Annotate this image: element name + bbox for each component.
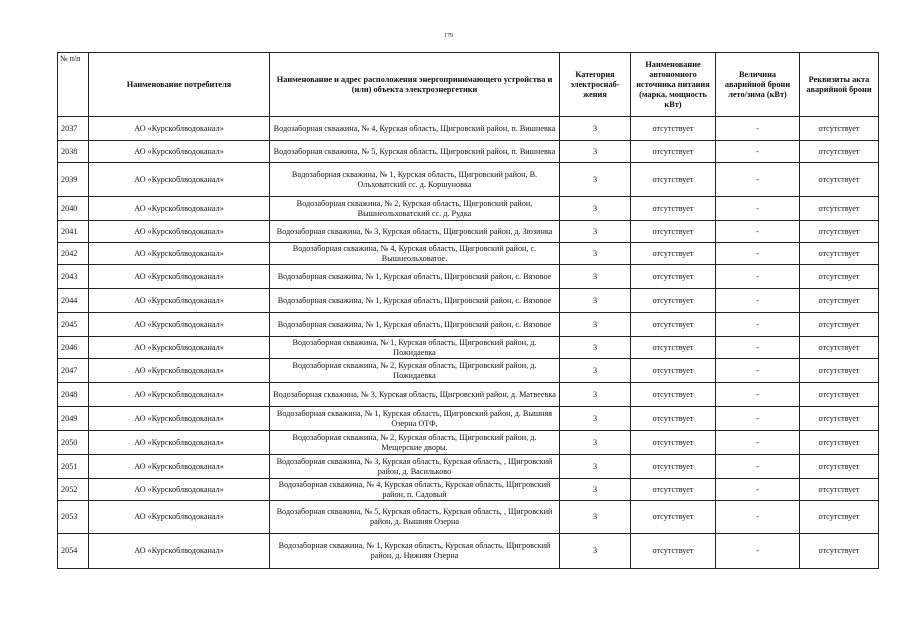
cell-source: отсутствует <box>631 163 716 197</box>
cell-num: 2053 <box>58 501 89 534</box>
cell-reserve: - <box>716 359 800 383</box>
cell-reserve: - <box>716 163 800 197</box>
cell-source: отсутствует <box>631 455 716 479</box>
cell-address: Водозаборная скважина, № 1, Курская область, Щигровский район, д. Пожидаевка <box>270 337 560 359</box>
cell-consumer: АО «Курскоблводоканал» <box>89 534 270 569</box>
cell-address: Водозаборная скважина, № 4, Курская область, Щигровский район, с. Вышнеольховатое. <box>270 243 560 265</box>
table-row <box>58 431 879 455</box>
cell-address: Водозаборная скважина, № 1, Курская область, Щигровский район, с. Вязовое <box>270 289 560 313</box>
cell-reserve: - <box>716 289 800 313</box>
cell-details: отсутствует <box>800 337 879 359</box>
cell-details: отсутствует <box>800 265 879 289</box>
cell-source: отсутствует <box>631 313 716 337</box>
cell-reserve: - <box>716 141 800 163</box>
cell-reserve: - <box>716 501 800 534</box>
cell-source: отсутствует <box>631 337 716 359</box>
cell-consumer: АО «Курскоблводоканал» <box>89 221 270 243</box>
cell-category: 3 <box>560 431 631 455</box>
cell-consumer: АО «Курскоблводоканал» <box>89 141 270 163</box>
cell-category: 3 <box>560 313 631 337</box>
cell-reserve: - <box>716 197 800 221</box>
cell-consumer: АО «Курскоблводоканал» <box>89 117 270 141</box>
cell-category: 3 <box>560 359 631 383</box>
cell-category: 3 <box>560 383 631 407</box>
cell-source: отсутствует <box>631 479 716 501</box>
cell-details: отсутствует <box>800 359 879 383</box>
cell-num: 2049 <box>58 407 89 431</box>
cell-consumer: АО «Курскоблводоканал» <box>89 431 270 455</box>
cell-num: 2051 <box>58 455 89 479</box>
cell-num: 2044 <box>58 289 89 313</box>
cell-address: Водозаборная скважина, № 3, Курская область, Щигровский район, д. Зюзинка <box>270 221 560 243</box>
cell-address: Водозаборная скважина, № 1, Курская область, Щигровский район, д. Вышняя Озерна ОТФ, <box>270 407 560 431</box>
cell-consumer: АО «Курскоблводоканал» <box>89 289 270 313</box>
cell-source: отсутствует <box>631 534 716 569</box>
cell-address: Водозаборная скважина, № 1, Курская область, Курская область, Щигровский район, д. Нижняя Озерна <box>270 534 560 569</box>
cell-reserve: - <box>716 534 800 569</box>
cell-address: Водозаборная скважина, № 2, Курская область, Щигровский район, Вышнеольховатский сс. д. Рудка <box>270 197 560 221</box>
cell-source: отсутствует <box>631 243 716 265</box>
cell-details: отсутствует <box>800 197 879 221</box>
cell-details: отсутствует <box>800 383 879 407</box>
cell-category: 3 <box>560 163 631 197</box>
table-row <box>58 163 879 197</box>
cell-reserve: - <box>716 455 800 479</box>
cell-consumer: АО «Курскоблводоканал» <box>89 479 270 501</box>
cell-details: отсутствует <box>800 243 879 265</box>
cell-address: Водозаборная скважина, № 4, Курская область, Щигровский район, п. Вишневка <box>270 117 560 141</box>
cell-source: отсутствует <box>631 265 716 289</box>
table-row <box>58 265 879 289</box>
cell-consumer: АО «Курскоблводоканал» <box>89 337 270 359</box>
reserve-table <box>57 52 879 569</box>
cell-source: отсутствует <box>631 289 716 313</box>
cell-category: 3 <box>560 221 631 243</box>
table-row <box>58 141 879 163</box>
table-row <box>58 534 879 569</box>
cell-source: отсутствует <box>631 117 716 141</box>
cell-reserve: - <box>716 117 800 141</box>
cell-reserve: - <box>716 313 800 337</box>
cell-reserve: - <box>716 383 800 407</box>
cell-num: 2050 <box>58 431 89 455</box>
table-row <box>58 337 879 359</box>
header-details: Реквизиты акта аварийной брони <box>800 53 879 117</box>
header-consumer: Наименование потребителя <box>89 53 270 117</box>
cell-category: 3 <box>560 243 631 265</box>
cell-source: отсутствует <box>631 141 716 163</box>
table-row <box>58 289 879 313</box>
cell-details: отсутствует <box>800 221 879 243</box>
cell-num: 2052 <box>58 479 89 501</box>
cell-category: 3 <box>560 289 631 313</box>
header-source: Наименование автономного источника питания (марка, мощность кВт) <box>631 53 716 117</box>
cell-reserve: - <box>716 243 800 265</box>
cell-consumer: АО «Курскоблводоканал» <box>89 383 270 407</box>
cell-details: отсутствует <box>800 479 879 501</box>
cell-details: отсутствует <box>800 117 879 141</box>
cell-source: отсутствует <box>631 359 716 383</box>
cell-details: отсутствует <box>800 289 879 313</box>
cell-consumer: АО «Курскоблводоканал» <box>89 197 270 221</box>
cell-address: Водозаборная скважина, № 5, Курская область, Щигровский район, п. Вишневка <box>270 141 560 163</box>
table-row <box>58 501 879 534</box>
cell-num: 2048 <box>58 383 89 407</box>
cell-category: 3 <box>560 197 631 221</box>
cell-details: отсутствует <box>800 313 879 337</box>
cell-source: отсутствует <box>631 431 716 455</box>
cell-num: 2040 <box>58 197 89 221</box>
cell-consumer: АО «Курскоблводоканал» <box>89 313 270 337</box>
cell-reserve: - <box>716 337 800 359</box>
cell-address: Водозаборная скважина, № 2, Курская область, Щигровский район, д. Мещерские дворы. <box>270 431 560 455</box>
cell-consumer: АО «Курскоблводоканал» <box>89 163 270 197</box>
header-category: Категория электроснаб-жения <box>560 53 631 117</box>
cell-reserve: - <box>716 479 800 501</box>
table-body <box>58 117 879 569</box>
cell-address: Водозаборная скважина, № 5, Курская область, Курская область, , Щигровский район, д. Вышняя Озерна <box>270 501 560 534</box>
cell-consumer: АО «Курскоблводоканал» <box>89 243 270 265</box>
header-address: Наименование и адрес расположения энергопринимающего устройства и (или) объекта электроэнергетики <box>270 53 560 117</box>
table-row <box>58 313 879 337</box>
header-row <box>58 53 879 117</box>
cell-num: 2046 <box>58 337 89 359</box>
cell-details: отсутствует <box>800 163 879 197</box>
cell-address: Водозаборная скважина, № 3, Курская область, Щигровский район, д. Матвеевка <box>270 383 560 407</box>
table-row <box>58 479 879 501</box>
cell-consumer: АО «Курскоблводоканал» <box>89 359 270 383</box>
cell-num: 2041 <box>58 221 89 243</box>
cell-address: Водозаборная скважина, № 3, Курская область, Курская область, , Щигровский район, д. Васильково <box>270 455 560 479</box>
cell-address: Водозаборная скважина, № 1, Курская область, Щигровский район, с. Вязовое <box>270 265 560 289</box>
table-row <box>58 243 879 265</box>
cell-details: отсутствует <box>800 455 879 479</box>
cell-source: отсутствует <box>631 501 716 534</box>
cell-details: отсутствует <box>800 431 879 455</box>
cell-source: отсутствует <box>631 221 716 243</box>
cell-address: Водозаборная скважина, № 4, Курская область, Курская область, Щигровский район, п. Садовый <box>270 479 560 501</box>
cell-address: Водозаборная скважина, № 1, Курская область, Щигровский район, с. Вязовое <box>270 313 560 337</box>
cell-consumer: АО «Курскоблводоканал» <box>89 407 270 431</box>
cell-category: 3 <box>560 265 631 289</box>
header-num: № п/п <box>58 53 89 117</box>
table-row <box>58 117 879 141</box>
cell-category: 3 <box>560 141 631 163</box>
cell-reserve: - <box>716 221 800 243</box>
cell-details: отсутствует <box>800 534 879 569</box>
cell-reserve: - <box>716 265 800 289</box>
cell-category: 3 <box>560 455 631 479</box>
cell-num: 2045 <box>58 313 89 337</box>
cell-category: 3 <box>560 534 631 569</box>
cell-address: Водозаборная скважина, № 1, Курская область, Щигровский район, В. Ольховатский сс. д. Коршуновка <box>270 163 560 197</box>
header-reserve: Величина аварийной брони лето/зима (кВт) <box>716 53 800 117</box>
cell-reserve: - <box>716 407 800 431</box>
table-row <box>58 197 879 221</box>
cell-details: отсутствует <box>800 141 879 163</box>
table-row <box>58 407 879 431</box>
cell-num: 2043 <box>58 265 89 289</box>
cell-category: 3 <box>560 479 631 501</box>
cell-num: 2042 <box>58 243 89 265</box>
cell-details: отсутствует <box>800 407 879 431</box>
cell-consumer: АО «Курскоблводоканал» <box>89 265 270 289</box>
page-number: 179 <box>444 33 453 39</box>
cell-category: 3 <box>560 337 631 359</box>
cell-source: отсутствует <box>631 197 716 221</box>
cell-num: 2054 <box>58 534 89 569</box>
cell-consumer: АО «Курскоблводоканал» <box>89 501 270 534</box>
table-row <box>58 383 879 407</box>
table-row <box>58 455 879 479</box>
cell-num: 2037 <box>58 117 89 141</box>
cell-consumer: АО «Курскоблводоканал» <box>89 455 270 479</box>
cell-num: 2039 <box>58 163 89 197</box>
cell-category: 3 <box>560 407 631 431</box>
cell-details: отсутствует <box>800 501 879 534</box>
cell-num: 2047 <box>58 359 89 383</box>
cell-source: отсутствует <box>631 383 716 407</box>
cell-category: 3 <box>560 117 631 141</box>
cell-source: отсутствует <box>631 407 716 431</box>
table-row <box>58 359 879 383</box>
cell-category: 3 <box>560 501 631 534</box>
cell-reserve: - <box>716 431 800 455</box>
cell-num: 2038 <box>58 141 89 163</box>
cell-address: Водозаборная скважина, № 2, Курская область, Щигровский район, д. Пожидаевка <box>270 359 560 383</box>
table-row <box>58 221 879 243</box>
